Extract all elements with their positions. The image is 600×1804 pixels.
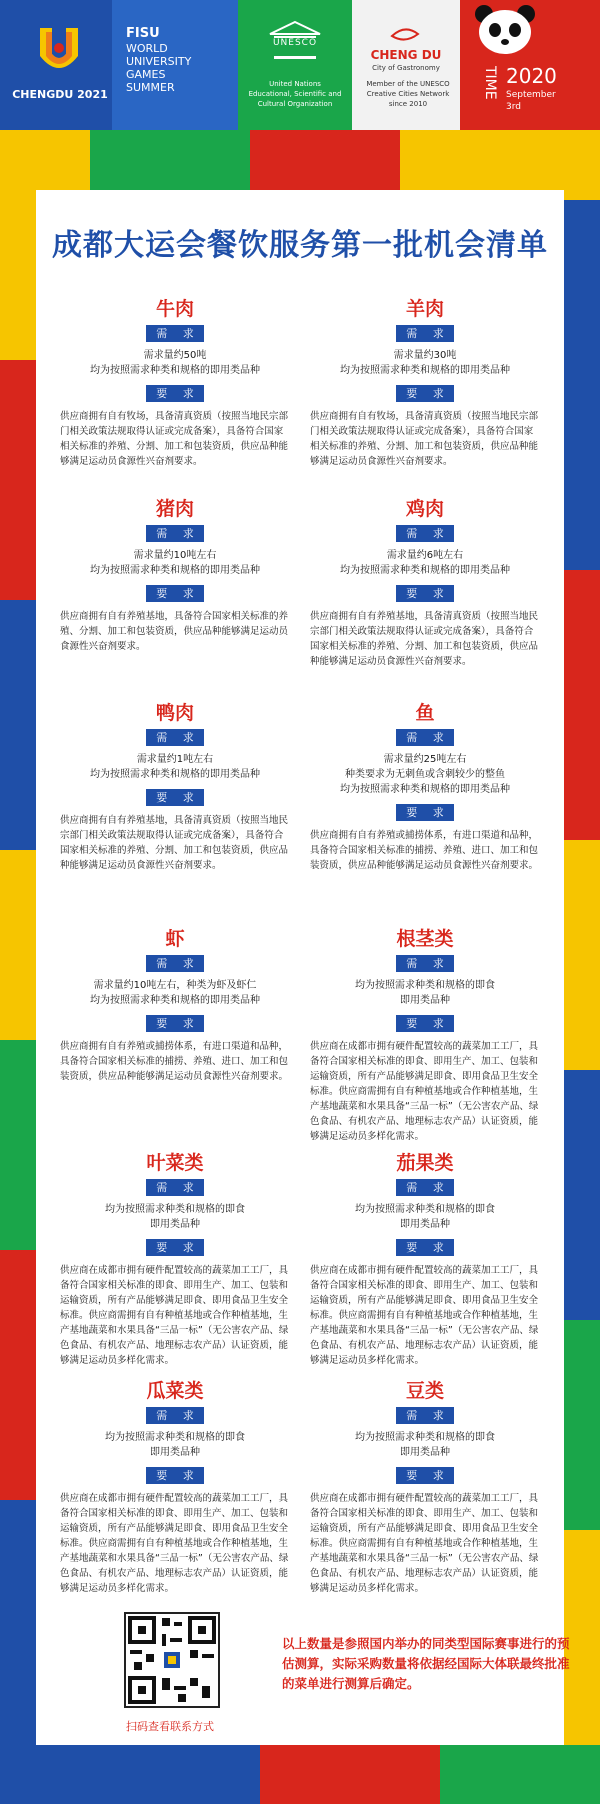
bg-green-bottom	[440, 1745, 600, 1804]
item-shrimp	[60, 926, 290, 1084]
unesco-line-0: United Nations	[269, 80, 321, 88]
require-text: 供应商在成都市拥有硬件配置较高的蔬菜加工工厂，具备符合国家相关标准的即食、即用生产、加工、包装和运输资质，所有产品能够满足即食、即用食品卫生安全标准。供应商需拥有自有种植基地或合作种植基地，生产基地蔬菜和水果具备“三品一标”（无公害农产品、绿色食品、有机农产品、地理标志农产品）认证资质，能够满足运动员多样化需求。	[60, 1265, 289, 1366]
bg-red-left	[0, 360, 36, 610]
panda-mascot-icon	[470, 2, 540, 58]
require-text: 供应商拥有自有养殖基地，具备符合国家相关标准的养殖、分割、加工和包装资质，供应品种能够满足运动员食源性兴奋剂要求。	[60, 611, 289, 652]
require-tag: 要 求	[396, 1467, 454, 1484]
bg-blue-bottom	[0, 1745, 260, 1804]
item-title: 牛肉	[155, 298, 194, 320]
item-title: 鸡肉	[405, 498, 444, 520]
fisu-line-4: SUMMER	[126, 81, 175, 94]
require-tag: 要 求	[146, 1015, 204, 1032]
need-text: 均为按照需求种类和规格的即食 即用类品种	[105, 1204, 245, 1230]
qr-code-icon	[126, 1614, 218, 1706]
require-text: 供应商在成都市拥有硬件配置较高的蔬菜加工工厂，具备符合国家相关标准的即食、即用生产、加工、包装和运输资质，所有产品能够满足即食、即用食品卫生安全标准。供应商需拥有自有种植基地或合作种植基地，生产基地蔬菜和水果具备“三品一标”（无公害农产品、绿色食品、有机农产品、地理标志农产品）认证资质，能够满足运动员多样化需求。	[310, 1493, 539, 1594]
require-text: 供应商拥有自有养殖基地，具备清真资质（按照当地民宗部门相关政策法规取得认证或完成备案），具备符合国家相关标准的养殖、分割、加工和包装资质，供应品种能够满足运动员食源性兴奋剂要求。	[60, 815, 289, 871]
footnote: 以上数量是参照国内举办的同类型国际赛事进行的预估测算，实际采购数量将依据经国际大体联最终批准的菜单进行测算后确定。	[282, 1636, 570, 1691]
item-title: 豆类	[405, 1380, 444, 1402]
require-tag: 要 求	[396, 804, 454, 821]
need-text: 均为按照需求种类和规格的即食 即用类品种	[355, 1432, 495, 1458]
need-text: 需求量约6吨左右 均为按照需求种类和规格的即用类品种	[340, 550, 510, 576]
need-text: 均为按照需求种类和规格的即食 即用类品种	[105, 1432, 245, 1458]
require-text: 供应商拥有自有牧场，具备清真资质（按照当地民宗部门相关政策法规取得认证或完成备案），具备符合国家相关标准的养殖、分割、加工和包装资质，供应品种能够满足运动员食源性兴奋剂要求。	[310, 411, 539, 467]
chengdu-line-0: Member of the UNESCO	[366, 80, 450, 88]
header-banner	[0, 0, 600, 130]
time-year: 2020	[506, 64, 557, 88]
item-title: 猪肉	[155, 498, 194, 520]
need-tag: 需 求	[396, 1179, 454, 1196]
item-title: 虾	[165, 928, 185, 950]
qr-code[interactable]	[124, 1612, 220, 1708]
item-title: 鸭肉	[155, 702, 194, 724]
time-date-1: September	[506, 90, 556, 100]
need-text: 需求量约10吨左右，种类为虾及虾仁 均为按照需求种类和规格的即用类品种	[90, 980, 260, 1006]
item-root-veg	[310, 926, 540, 1144]
item-leafy-veg	[60, 1150, 290, 1368]
need-tag: 需 求	[396, 525, 454, 542]
item-chicken	[310, 496, 540, 669]
require-text: 供应商拥有自有牧场，具备清真资质（按照当地民宗部门相关政策法规取得认证或完成备案），具备符合国家相关标准的养殖、分割、加工和包装资质，供应品种能够满足运动员食源性兴奋剂要求。	[60, 411, 289, 467]
need-tag: 需 求	[396, 1407, 454, 1424]
item-fish	[310, 700, 540, 873]
require-text: 供应商拥有自有养殖或捕捞体系，有进口渠道和品种，具备符合国家相关标准的捕捞、养殖、进口、加工和包装资质，供应品种能够满足运动员食源性兴奋剂要求。	[60, 1041, 289, 1082]
event-name: CHENGDU 2021	[12, 88, 108, 101]
need-tag: 需 求	[396, 955, 454, 972]
gastronomy-mark-icon	[390, 24, 420, 44]
page-title: 成都大运会餐饮服务第一批机会清单	[52, 228, 548, 263]
bg-blue-right-low	[564, 1070, 600, 1330]
need-tag: 需 求	[396, 729, 454, 746]
chengdu-line-1: Creative Cities Network	[366, 90, 450, 98]
require-tag: 要 求	[396, 1015, 454, 1032]
bg-red-right	[564, 570, 600, 850]
need-text: 需求量约50吨 均为按照需求种类和规格的即用类品种	[90, 350, 260, 376]
require-text: 供应商拥有自有养殖或捕捞体系，有进口渠道和品种，具备符合国家相关标准的捕捞、养殖、进口、加工和包装资质，供应品种能够满足运动员食源性兴奋剂要求。	[310, 830, 539, 871]
bg-green-left	[0, 1040, 36, 1260]
item-duck	[60, 700, 290, 873]
need-text: 需求量约25吨左右 种类要求为无刺鱼或含刺较少的整鱼 均为按照需求种类和规格的即用类品种	[340, 754, 510, 795]
item-title: 根茎类	[396, 928, 454, 950]
require-text: 供应商拥有自有养殖基地，具备清真资质（按照当地民宗部门相关政策法规取得认证或完成备案），具备符合国家相关标准的养殖、分割、加工和包装资质，供应品种能够满足运动员食源性兴奋剂要求。	[310, 611, 539, 667]
chengdu-logo-text: CHENG DU	[370, 48, 442, 62]
time-date-2: 3rd	[506, 102, 521, 112]
item-beef	[60, 296, 290, 469]
fisu-line-3: GAMES	[126, 68, 166, 81]
unesco-line-2: Cultural Organization	[257, 100, 333, 108]
require-tag: 要 求	[146, 1467, 204, 1484]
chengdu-sub: City of Gastronomy	[372, 64, 440, 72]
require-text: 供应商在成都市拥有硬件配置较高的蔬菜加工工厂，具备符合国家相关标准的即食、即用生产、加工、包装和运输资质，所有产品能够满足即食、即用食品卫生安全标准。供应商需拥有自有种植基地或合作种植基地，生产基地蔬菜和水果具备“三品一标”（无公害农产品、绿色食品、有机农产品、地理标志农产品）认证资质，能够满足运动员多样化需求。	[310, 1041, 539, 1142]
require-tag: 要 求	[396, 1239, 454, 1256]
qr-caption: 扫码查看联系方式	[126, 1720, 214, 1733]
fisu-line-2: UNIVERSITY	[126, 55, 192, 68]
need-tag: 需 求	[146, 729, 204, 746]
require-tag: 要 求	[146, 789, 204, 806]
need-tag: 需 求	[146, 525, 204, 542]
chengdu-line-2: since 2010	[388, 100, 428, 108]
require-tag: 要 求	[146, 1239, 204, 1256]
item-beans	[310, 1378, 540, 1596]
need-text: 需求量约10吨左右 均为按照需求种类和规格的即用类品种	[90, 550, 260, 576]
require-text: 供应商在成都市拥有硬件配置较高的蔬菜加工工厂，具备符合国家相关标准的即食、即用生产、加工、包装和运输资质，所有产品能够满足即食、即用食品卫生安全标准。供应商需拥有自有种植基地或合作种植基地，生产基地蔬菜和水果具备“三品一标”（无公害农产品、绿色食品、有机农产品、地理标志农产品）认证资质，能够满足运动员多样化需求。	[310, 1265, 539, 1366]
need-tag: 需 求	[146, 955, 204, 972]
bg-green-right	[564, 1320, 600, 1540]
require-tag: 要 求	[146, 385, 204, 402]
bg-yellow-right	[564, 840, 600, 1080]
fisu-line-1: WORLD	[126, 42, 168, 55]
bg-red-bottom	[260, 1745, 440, 1804]
unesco-line-1: Educational, Scientific and	[248, 90, 342, 98]
item-fruit-veg	[310, 1150, 540, 1368]
bg-blue-left	[0, 600, 36, 860]
need-tag: 需 求	[146, 1179, 204, 1196]
fisu-line-0: FISU	[126, 26, 160, 41]
unesco-word: UNESCO	[272, 38, 318, 48]
require-tag: 要 求	[146, 585, 204, 602]
item-pork	[60, 496, 290, 654]
bg-yellow-left	[0, 850, 36, 1050]
item-title: 叶菜类	[146, 1152, 204, 1174]
need-text: 均为按照需求种类和规格的即食 即用类品种	[355, 980, 495, 1006]
need-tag: 需 求	[146, 325, 204, 342]
need-text: 需求量约30吨 均为按照需求种类和规格的即用类品种	[340, 350, 510, 376]
bg-red-left-low	[0, 1250, 36, 1510]
time-label: TIME	[482, 66, 498, 100]
need-text: 均为按照需求种类和规格的即食 即用类品种	[355, 1204, 495, 1230]
need-text: 需求量约1吨左右 均为按照需求种类和规格的即用类品种	[90, 754, 260, 780]
universiade-logo-icon	[34, 22, 84, 78]
need-tag: 需 求	[396, 325, 454, 342]
item-title: 鱼	[415, 702, 435, 724]
require-tag: 要 求	[396, 385, 454, 402]
require-text: 供应商在成都市拥有硬件配置较高的蔬菜加工工厂，具备符合国家相关标准的即食、即用生产、加工、包装和运输资质，所有产品能够满足即食、即用食品卫生安全标准。供应商需拥有自有种植基地或合作种植基地，生产基地蔬菜和水果具备“三品一标”（无公害农产品、绿色食品、有机农产品、地理标志农产品）认证资质，能够满足运动员多样化需求。	[60, 1493, 289, 1594]
item-title: 瓜菜类	[146, 1380, 204, 1402]
item-mutton	[310, 296, 540, 469]
require-tag: 要 求	[396, 585, 454, 602]
item-title: 羊肉	[405, 298, 444, 320]
need-tag: 需 求	[146, 1407, 204, 1424]
item-title: 茄果类	[396, 1152, 454, 1174]
item-melon-veg	[60, 1378, 290, 1596]
